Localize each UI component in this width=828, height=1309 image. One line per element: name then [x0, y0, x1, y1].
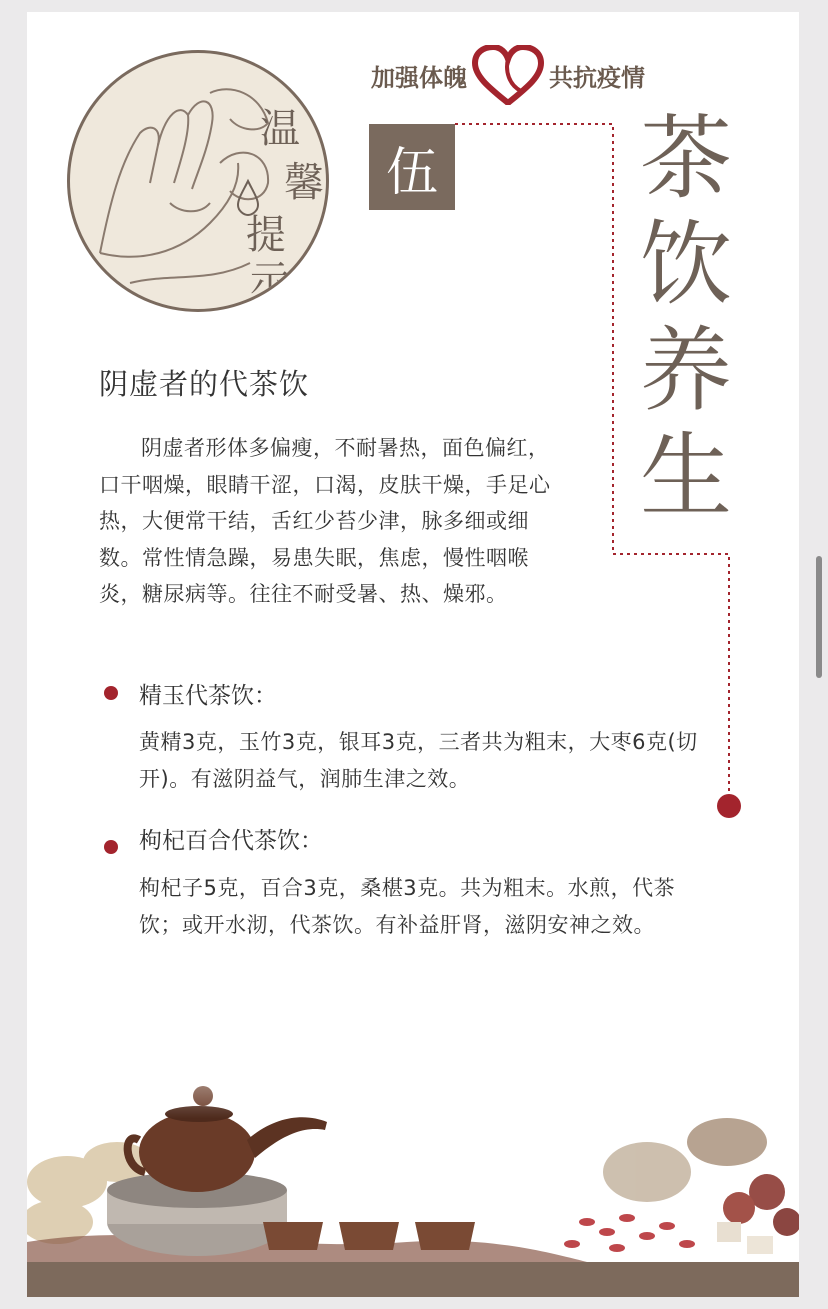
recipe-title: 枸杞百合代茶饮： [139, 828, 323, 854]
bullet-dot [104, 686, 118, 700]
medallion-char: 提 [246, 212, 286, 258]
slogan-left: 加强体魄 [371, 63, 467, 92]
medallion [67, 50, 329, 312]
slogan-right: 共抗疫情 [549, 63, 645, 92]
connector-end-dot [717, 794, 741, 818]
medallion-char: 温 [260, 106, 300, 152]
vertical-title-char: 养 [639, 317, 732, 424]
slogan [371, 52, 645, 98]
recipe-title: 精玉代茶饮： [139, 683, 277, 709]
bullet-dot [104, 840, 118, 854]
vertical-title-char: 茶 [639, 105, 732, 212]
vertical-title-char: 饮 [639, 211, 732, 318]
section-paragraph: 阴虚者形体多偏瘦，不耐暑热，面色偏红，口干咽燥，眼睛干涩，口渴，皮肤干燥，手足心热，大便常干结，舌红少苔少津，脉多细或细数。常性情急躁，易患失眠，焦虑，慢性咽喉炎，糖尿病等。往往不耐受暑、热、燥邪。 [99, 436, 551, 606]
recipe-description: 枸杞子5克，百合3克，桑椹3克。共为粗末。水煎，代茶饮；或开水沏，代茶饮。有补益肝肾，滋阴安神之效。 [139, 876, 676, 937]
section-title: 阴虚者的代茶饮 [99, 367, 310, 401]
medallion-char: 馨 [284, 160, 324, 206]
vertical-title [631, 106, 741, 530]
medallion-char: 示 [250, 258, 290, 304]
recipe-description: 黄精3克，玉竹3克，银耳3克，三者共为粗末，大枣6克(切开)。有滋阴益气，润肺生津之效。 [139, 730, 698, 791]
footer-band [27, 1262, 799, 1297]
heart-logo-icon [471, 45, 545, 105]
vertical-title-char: 生 [639, 423, 732, 530]
poster-card [27, 12, 799, 1297]
scrollbar[interactable] [816, 556, 822, 678]
section-number-badge: 伍 [369, 124, 455, 210]
teapot-illustration [27, 1022, 799, 1297]
